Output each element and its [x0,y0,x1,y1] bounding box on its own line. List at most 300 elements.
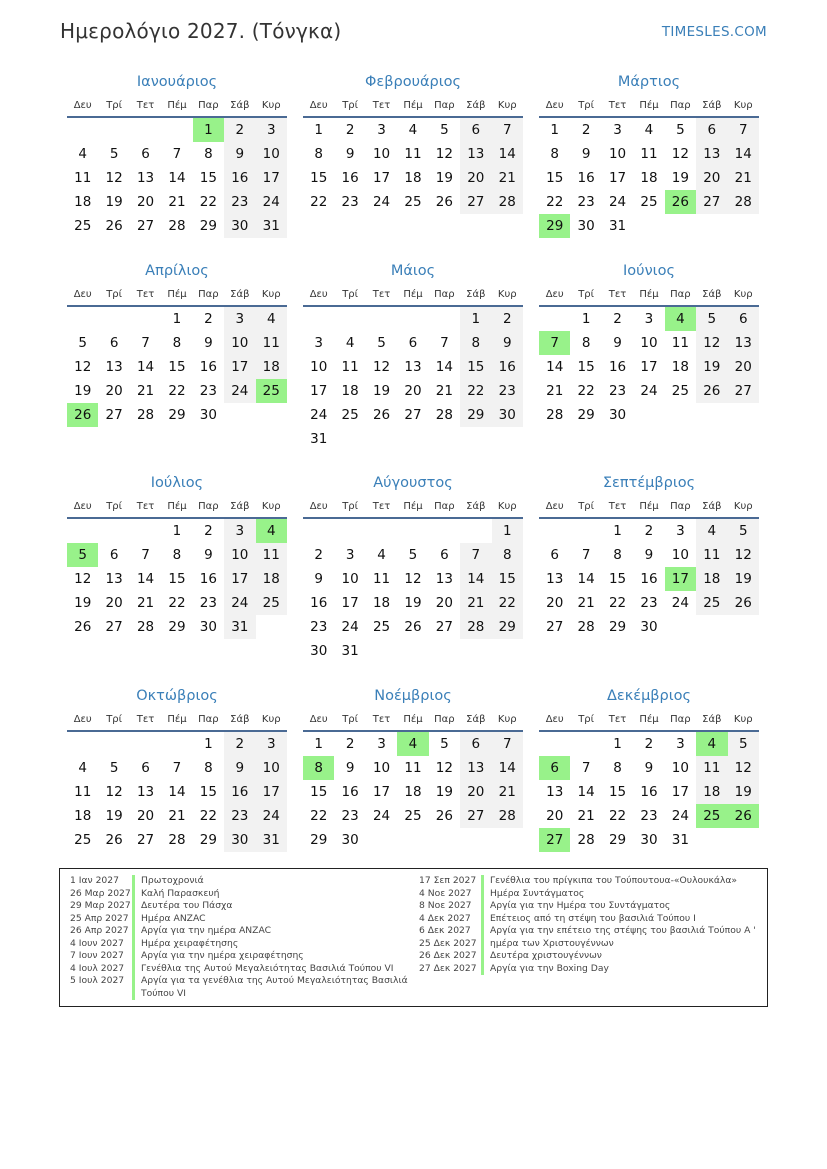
week-row [539,118,759,142]
holiday-entry [70,938,420,951]
holiday-entry [70,900,420,913]
empty-cell [539,307,570,331]
day-cell: 27 [546,619,564,635]
week-row [303,355,523,379]
weekday-label: Πέμ [167,100,187,111]
weekday-label: Τετ [608,289,627,300]
day-cell: 5 [109,760,119,776]
weekday-header [539,495,759,519]
day-cell: 19 [435,784,453,800]
month-calendar [67,471,287,639]
day-cell: 11 [74,170,92,186]
empty-cell [334,307,365,331]
day-cell: 27 [105,619,123,635]
weekday-label: Δευ [73,100,92,111]
month-name: Νοέμβριος [374,688,452,704]
day-cell: 25 [640,194,658,210]
day-cell: 16 [577,170,595,186]
day-cell: 9 [224,756,255,780]
holiday-entry [419,925,764,938]
week-row [67,780,287,804]
holiday-entry [419,950,764,963]
day-cell: 22 [310,808,328,824]
day-cell: 28 [492,804,523,828]
day-cell: 26 [435,194,453,210]
day-cell: 24 [671,808,689,824]
day-cell: 15 [608,784,627,800]
weekday-header [303,495,523,519]
day-cell: 26 [105,218,123,234]
empty-cell [633,403,664,427]
weekday-label: Τετ [136,100,155,111]
holiday-marker [132,900,135,913]
day-cell: 22 [199,808,217,824]
day-cell: 22 [199,194,217,210]
holiday-marker [132,950,135,963]
week-row [67,828,287,852]
day-cell: 8 [581,335,591,351]
week-row [303,615,523,639]
day-cell: 10 [256,756,287,780]
day-cell: 9 [581,146,591,162]
day-cell: 17 [310,383,328,399]
holiday-marker [132,888,135,901]
empty-cell [224,403,255,427]
day-cell: 30 [199,407,217,423]
holiday-marker [481,900,484,913]
day-cell: 19 [728,780,759,804]
weekday-label: Κυρ [733,289,753,300]
holiday-day-cell: 4 [256,519,287,543]
day-cell: 8 [613,760,622,776]
day-cell: 21 [136,383,155,399]
day-cell: 9 [345,146,355,162]
week-row [303,190,523,214]
day-cell: 5 [440,122,449,138]
day-cell: 10 [256,142,287,166]
day-cell: 3 [676,523,685,539]
day-cell: 5 [78,335,87,351]
day-cell: 4 [345,335,355,351]
day-cell: 3 [377,736,386,752]
weekday-label: Παρ [434,100,455,111]
holiday-day-cell: 27 [539,828,570,852]
day-cell: 15 [310,170,328,186]
weekday-header [539,283,759,307]
day-cell: 31 [608,218,627,234]
day-cell: 28 [168,832,186,848]
day-cell: 14 [492,756,523,780]
day-cell: 26 [696,379,727,403]
holiday-marker [132,975,135,1000]
weekday-label: Τρί [342,714,359,725]
day-cell: 25 [74,832,92,848]
day-cell: 7 [492,732,523,756]
weekday-label: Τρί [106,289,123,300]
day-cell: 8 [204,760,213,776]
day-cell: 15 [168,571,186,587]
day-cell: 11 [372,571,391,587]
week-row [67,355,287,379]
week-row [539,543,759,567]
holiday-name: ημέρα των Χριστουγέννων [490,937,614,949]
weekday-label: Κυρ [261,100,281,111]
holiday-date: 1 Ιαν 2027 [70,875,119,886]
day-cell: 2 [644,736,654,752]
day-cell: 24 [256,190,287,214]
empty-cell [130,519,161,543]
week-row [303,403,523,427]
day-cell: 20 [136,808,155,824]
day-cell: 13 [546,784,564,800]
empty-cell [98,732,129,756]
day-cell: 7 [172,760,182,776]
empty-cell [98,307,129,331]
weekday-label: Τετ [136,289,155,300]
week-row [67,591,287,615]
day-cell: 18 [74,194,92,210]
week-row [67,756,287,780]
empty-cell [429,427,460,451]
day-cell: 13 [460,142,491,166]
month-calendar [539,471,759,639]
weekday-label: Σάβ [230,100,250,111]
holiday-marker [481,938,484,951]
holiday-column-right [419,875,764,975]
week-row [303,118,523,142]
day-cell: 21 [168,808,186,824]
empty-cell [334,519,365,543]
day-cell: 10 [310,359,328,375]
empty-cell [492,427,523,451]
week-row [539,403,759,427]
day-cell: 20 [728,355,759,379]
day-cell: 23 [577,194,595,210]
day-cell: 12 [435,760,453,776]
day-cell: 15 [577,359,595,375]
empty-cell [539,519,570,543]
day-cell: 2 [644,523,654,539]
empty-cell [366,427,397,451]
day-cell: 10 [671,760,689,776]
weekday-label: Παρ [670,289,691,300]
day-cell: 14 [492,142,523,166]
day-cell: 24 [372,194,391,210]
day-cell: 1 [550,122,559,138]
month-name: Ιούνιος [623,263,675,279]
day-cell: 31 [341,643,359,659]
day-cell: 27 [136,832,155,848]
weekday-label: Παρ [434,289,455,300]
weekday-header [67,94,287,118]
day-cell: 6 [440,547,449,563]
holiday-entry [419,900,764,913]
empty-cell [696,214,727,238]
week-row [303,427,523,451]
day-cell: 10 [224,331,255,355]
day-cell: 8 [550,146,559,162]
weekday-label: Τετ [372,289,391,300]
day-cell: 14 [577,571,595,587]
holiday-entry [419,938,764,951]
empty-cell [130,118,161,142]
weekday-header [539,708,759,732]
day-cell: 14 [435,359,453,375]
empty-cell [397,307,428,331]
holiday-marker [481,925,484,938]
empty-cell [256,403,287,427]
day-cell: 16 [341,784,359,800]
holiday-name: Πρωτοχρονιά [141,875,204,886]
day-cell: 22 [168,595,186,611]
day-cell: 19 [435,170,453,186]
day-cell: 20 [404,383,422,399]
weekday-label: Πέμ [639,289,659,300]
weekday-label: Δευ [73,501,92,512]
week-row [67,166,287,190]
empty-cell [67,519,98,543]
day-cell: 8 [172,547,182,563]
month-name: Σεπτέμβριος [602,475,696,491]
day-cell: 12 [105,784,123,800]
day-cell: 5 [109,146,119,162]
day-cell: 16 [608,359,627,375]
page-title: Ημερολόγιο 2027. (Τόνγκα) [60,19,342,43]
holiday-date: 5 Ιουλ 2027 [70,975,125,986]
holiday-name: Αργία για την ημέρα χειραφέτησης [141,950,304,961]
weekday-label: Τρί [342,100,359,111]
day-cell: 28 [492,190,523,214]
week-row [539,166,759,190]
holiday-day-cell: 26 [67,403,98,427]
day-cell: 28 [460,615,491,639]
day-cell: 28 [136,407,155,423]
holiday-entry [70,913,420,926]
weekday-label: Δευ [545,714,564,725]
weekday-label: Πέμ [639,714,659,725]
day-cell: 21 [460,591,491,615]
holiday-name: Αργία για την επέτειο της στέψης του βασιλιά Τούπου Α ' [490,925,756,936]
holiday-marker [481,888,484,901]
weekday-label: Κυρ [733,100,753,111]
day-cell: 21 [546,383,564,399]
day-cell: 15 [199,784,217,800]
holiday-date: 25 Απρ 2027 [70,912,129,924]
weekday-label: Πέμ [167,289,187,300]
weekday-label: Σάβ [702,501,722,512]
day-cell: 21 [435,383,453,399]
weekday-label: Σάβ [702,714,722,725]
day-cell: 24 [608,194,627,210]
day-cell: 11 [74,784,92,800]
holiday-day-cell: 26 [728,804,759,828]
brand-link[interactable]: TIMESLES.COM [661,24,767,40]
week-row [539,828,759,852]
day-cell: 12 [74,571,92,587]
day-cell: 29 [310,832,328,848]
day-cell: 19 [728,567,759,591]
day-cell: 9 [644,547,654,563]
empty-cell [460,639,491,663]
day-cell: 10 [671,547,689,563]
empty-cell [98,519,129,543]
day-cell: 4 [78,760,87,776]
week-row [303,519,523,543]
weekday-header [303,283,523,307]
day-cell: 5 [696,307,727,331]
weekday-label: Τρί [578,714,595,725]
day-cell: 2 [204,311,213,327]
holiday-date: 7 Ιουν 2027 [70,950,124,961]
day-cell: 2 [345,736,355,752]
weekday-label: Σάβ [466,289,486,300]
day-cell: 2 [613,311,622,327]
day-cell: 22 [460,379,491,403]
day-cell: 6 [460,732,491,756]
day-cell: 16 [224,780,255,804]
day-cell: 23 [310,619,328,635]
day-cell: 19 [696,355,727,379]
day-cell: 20 [105,595,123,611]
day-cell: 17 [256,780,287,804]
weekday-label: Τετ [372,100,391,111]
holiday-date: 29 Μαρ 2027 [70,900,131,911]
day-cell: 3 [345,547,355,563]
weekday-label: Δευ [309,714,328,725]
day-cell: 18 [696,780,727,804]
day-cell: 22 [168,383,186,399]
day-cell: 9 [204,547,213,563]
day-cell: 19 [74,595,92,611]
day-cell: 11 [696,543,727,567]
week-row [303,732,523,756]
holiday-entry [419,875,764,888]
day-cell: 28 [577,832,595,848]
weekday-header [67,495,287,519]
weekday-label: Τρί [578,289,595,300]
day-cell: 16 [310,595,328,611]
holiday-day-cell: 6 [539,756,570,780]
day-cell: 15 [546,170,564,186]
holiday-name: Γενέθλια της Αυτού Μεγαλειότητας Βασιλιά Τούπου VI [141,962,394,974]
empty-cell [429,828,460,852]
day-cell: 11 [696,756,727,780]
week-row [539,732,759,756]
empty-cell [256,615,287,639]
weekday-label: Κυρ [497,501,517,512]
holiday-marker [132,938,135,951]
weekday-label: Δευ [309,501,328,512]
weekday-label: Κυρ [261,714,281,725]
holiday-day-cell: 5 [67,543,98,567]
day-cell: 4 [696,519,727,543]
day-cell: 27 [404,407,422,423]
day-cell: 18 [74,808,92,824]
holiday-name: Γενέθλια του πρίγκιπα του Τούπουτουα-«Ουλουκάλα» [490,875,738,886]
day-cell: 1 [172,523,182,539]
empty-cell [460,828,491,852]
day-cell: 11 [640,146,658,162]
day-cell: 28 [168,218,186,234]
day-cell: 12 [105,170,123,186]
day-cell: 14 [577,784,595,800]
weekday-header [67,283,287,307]
weekday-label: Τετ [372,501,391,512]
month-calendar [303,70,523,214]
day-cell: 8 [460,331,491,355]
weekday-label: Πέμ [639,501,659,512]
day-cell: 1 [581,311,591,327]
day-cell: 13 [435,571,453,587]
weekday-label: Παρ [670,714,691,725]
holiday-day-cell: 4 [665,307,696,331]
holiday-column-left [70,875,420,1000]
week-row [67,732,287,756]
holiday-day-cell: 1 [193,118,224,142]
weekday-label: Παρ [434,501,455,512]
day-cell: 19 [74,383,92,399]
weekday-label: Παρ [198,289,219,300]
month-name: Μάιος [390,263,436,279]
day-cell: 13 [460,756,491,780]
holiday-date: 4 Ιουλ 2027 [70,962,125,974]
day-cell: 7 [172,146,182,162]
day-cell: 18 [256,567,287,591]
day-cell: 5 [728,519,759,543]
day-cell: 17 [671,784,689,800]
day-cell: 31 [310,431,328,447]
day-cell: 8 [172,335,182,351]
week-row [539,591,759,615]
weekday-label: Σάβ [230,501,250,512]
week-row [67,307,287,331]
day-cell: 5 [728,732,759,756]
holiday-day-cell: 17 [665,567,696,591]
day-cell: 28 [728,190,759,214]
week-row [303,639,523,663]
empty-cell [98,118,129,142]
empty-cell [492,828,523,852]
empty-cell [67,118,98,142]
weekday-label: Παρ [670,100,691,111]
day-cell: 9 [613,335,622,351]
day-cell: 23 [640,595,658,611]
empty-cell [161,118,192,142]
empty-cell [539,732,570,756]
weekday-label: Σάβ [230,714,250,725]
weekday-label: Κυρ [497,100,517,111]
day-cell: 1 [172,311,182,327]
day-cell: 3 [377,122,386,138]
weekday-label: Παρ [670,501,691,512]
weekday-label: Δευ [545,501,564,512]
empty-cell [728,403,759,427]
week-row [303,379,523,403]
day-cell: 21 [577,808,595,824]
weekday-label: Δευ [309,100,328,111]
week-row [303,591,523,615]
month-calendar [539,684,759,852]
day-cell: 25 [404,808,422,824]
day-cell: 29 [460,403,491,427]
week-row [303,567,523,591]
holiday-day-cell: 4 [696,732,727,756]
weekday-label: Τετ [608,714,627,725]
month-calendar [67,259,287,427]
day-cell: 8 [314,146,323,162]
day-cell: 11 [256,331,287,355]
day-cell: 29 [199,832,217,848]
